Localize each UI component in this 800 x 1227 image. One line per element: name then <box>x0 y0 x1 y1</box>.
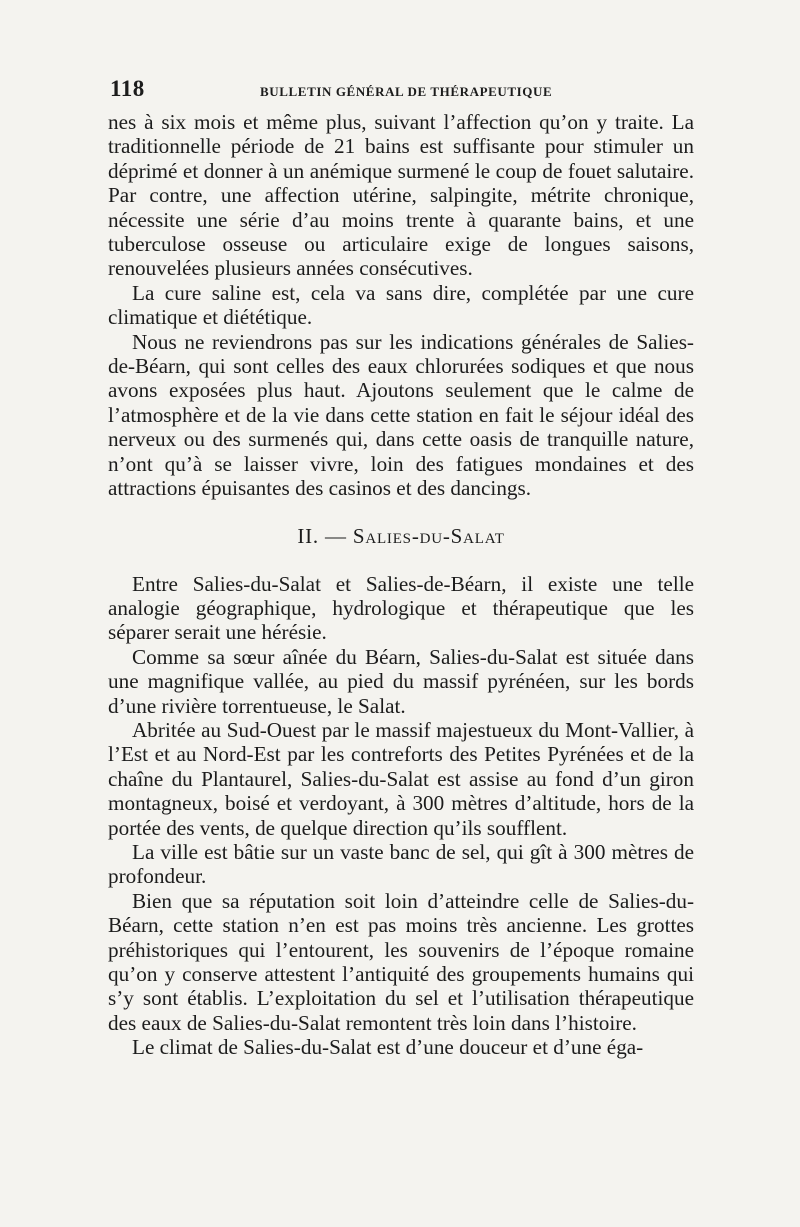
running-head <box>108 76 694 110</box>
paragraph: Bien que sa réputation soit loin d’atteindre celle de Salies-du-Béarn, cette station n’en est pas moins très ancienne. Les grottes préhistoriques qui l’entourent, les souvenirs de l’époque romaine qu’on y conserve attestent l’antiquité des groupements humains qui s’y sont établis. L’exploitation du sel et l’utilisation thérapeutique des eaux de Salies-du-Salat remontent très loin dans l’histoire. <box>108 888 694 1035</box>
paragraph: Abritée au Sud-Ouest par le massif majestueux du Mont-Vallier, à l’Est et au Nord-Est par les contreforts des Petites Pyrénées et de la chaîne du Plantaurel, Salies-du-Salat est assise au fond d’un giron montagneux, boisé et verdoyant, à 300 mètres d’altitude, hors de la portée des vents, de quelque direction qu’ils soufflent. <box>108 717 694 840</box>
paragraph: Le climat de Salies-du-Salat est d’une douceur et d’une éga- <box>132 1035 644 1060</box>
paragraph: nes à six mois et même plus, suivant l’affection qu’on y traite. La traditionnelle période de 21 bains est suffisante pour stimuler un déprimé et donner à un anémique surmené le coup de fouet salutaire. Par contre, une affection utérine, salpingite, métrite chronique, nécessite une série d’au moins trente à quarante bains, et une tuberculose osseuse ou articulaire exige de longues saisons, renouvelées plusieurs années consécutives. <box>108 110 694 281</box>
paragraph: Entre Salies-du-Salat et Salies-de-Béarn, il existe une telle analogie géographique, hydrologique et thérapeutique que les séparer serait une hérésie. <box>108 571 694 645</box>
running-title: BULLETIN GÉNÉRAL DE THÉRAPEUTIQUE <box>260 84 553 99</box>
paragraph: Comme sa sœur aînée du Béarn, Salies-du-Salat est située dans une magnifique vallée, au pied du massif pyrénéen, sur les bords d’une rivière torrentueuse, le Salat. <box>108 644 694 718</box>
paragraph: La ville est bâtie sur un vaste banc de sel, qui gît à 300 mètres de profondeur. <box>108 839 694 889</box>
paragraph: Nous ne reviendrons pas sur les indications générales de Salies-de-Béarn, qui sont celles des eaux chlorurées sodiques et que nous avons exposées plus haut. Ajoutons seulement que le calme de l’atmosphère et de la vie dans cette station en fait le séjour idéal des nerveux ou des surmenés qui, dans cette oasis de tranquille nature, n’ont qu’à se laisser vivre, loin des fatigues mondaines et des attractions épuisantes des casinos et des dancings. <box>108 329 694 501</box>
section-heading: II. — Salies-du-Salat <box>297 523 505 548</box>
page-number: 118 <box>110 76 145 101</box>
page <box>108 76 694 1060</box>
paragraph: La cure saline est, cela va sans dire, complétée par une cure climatique et diététique. <box>108 280 694 330</box>
